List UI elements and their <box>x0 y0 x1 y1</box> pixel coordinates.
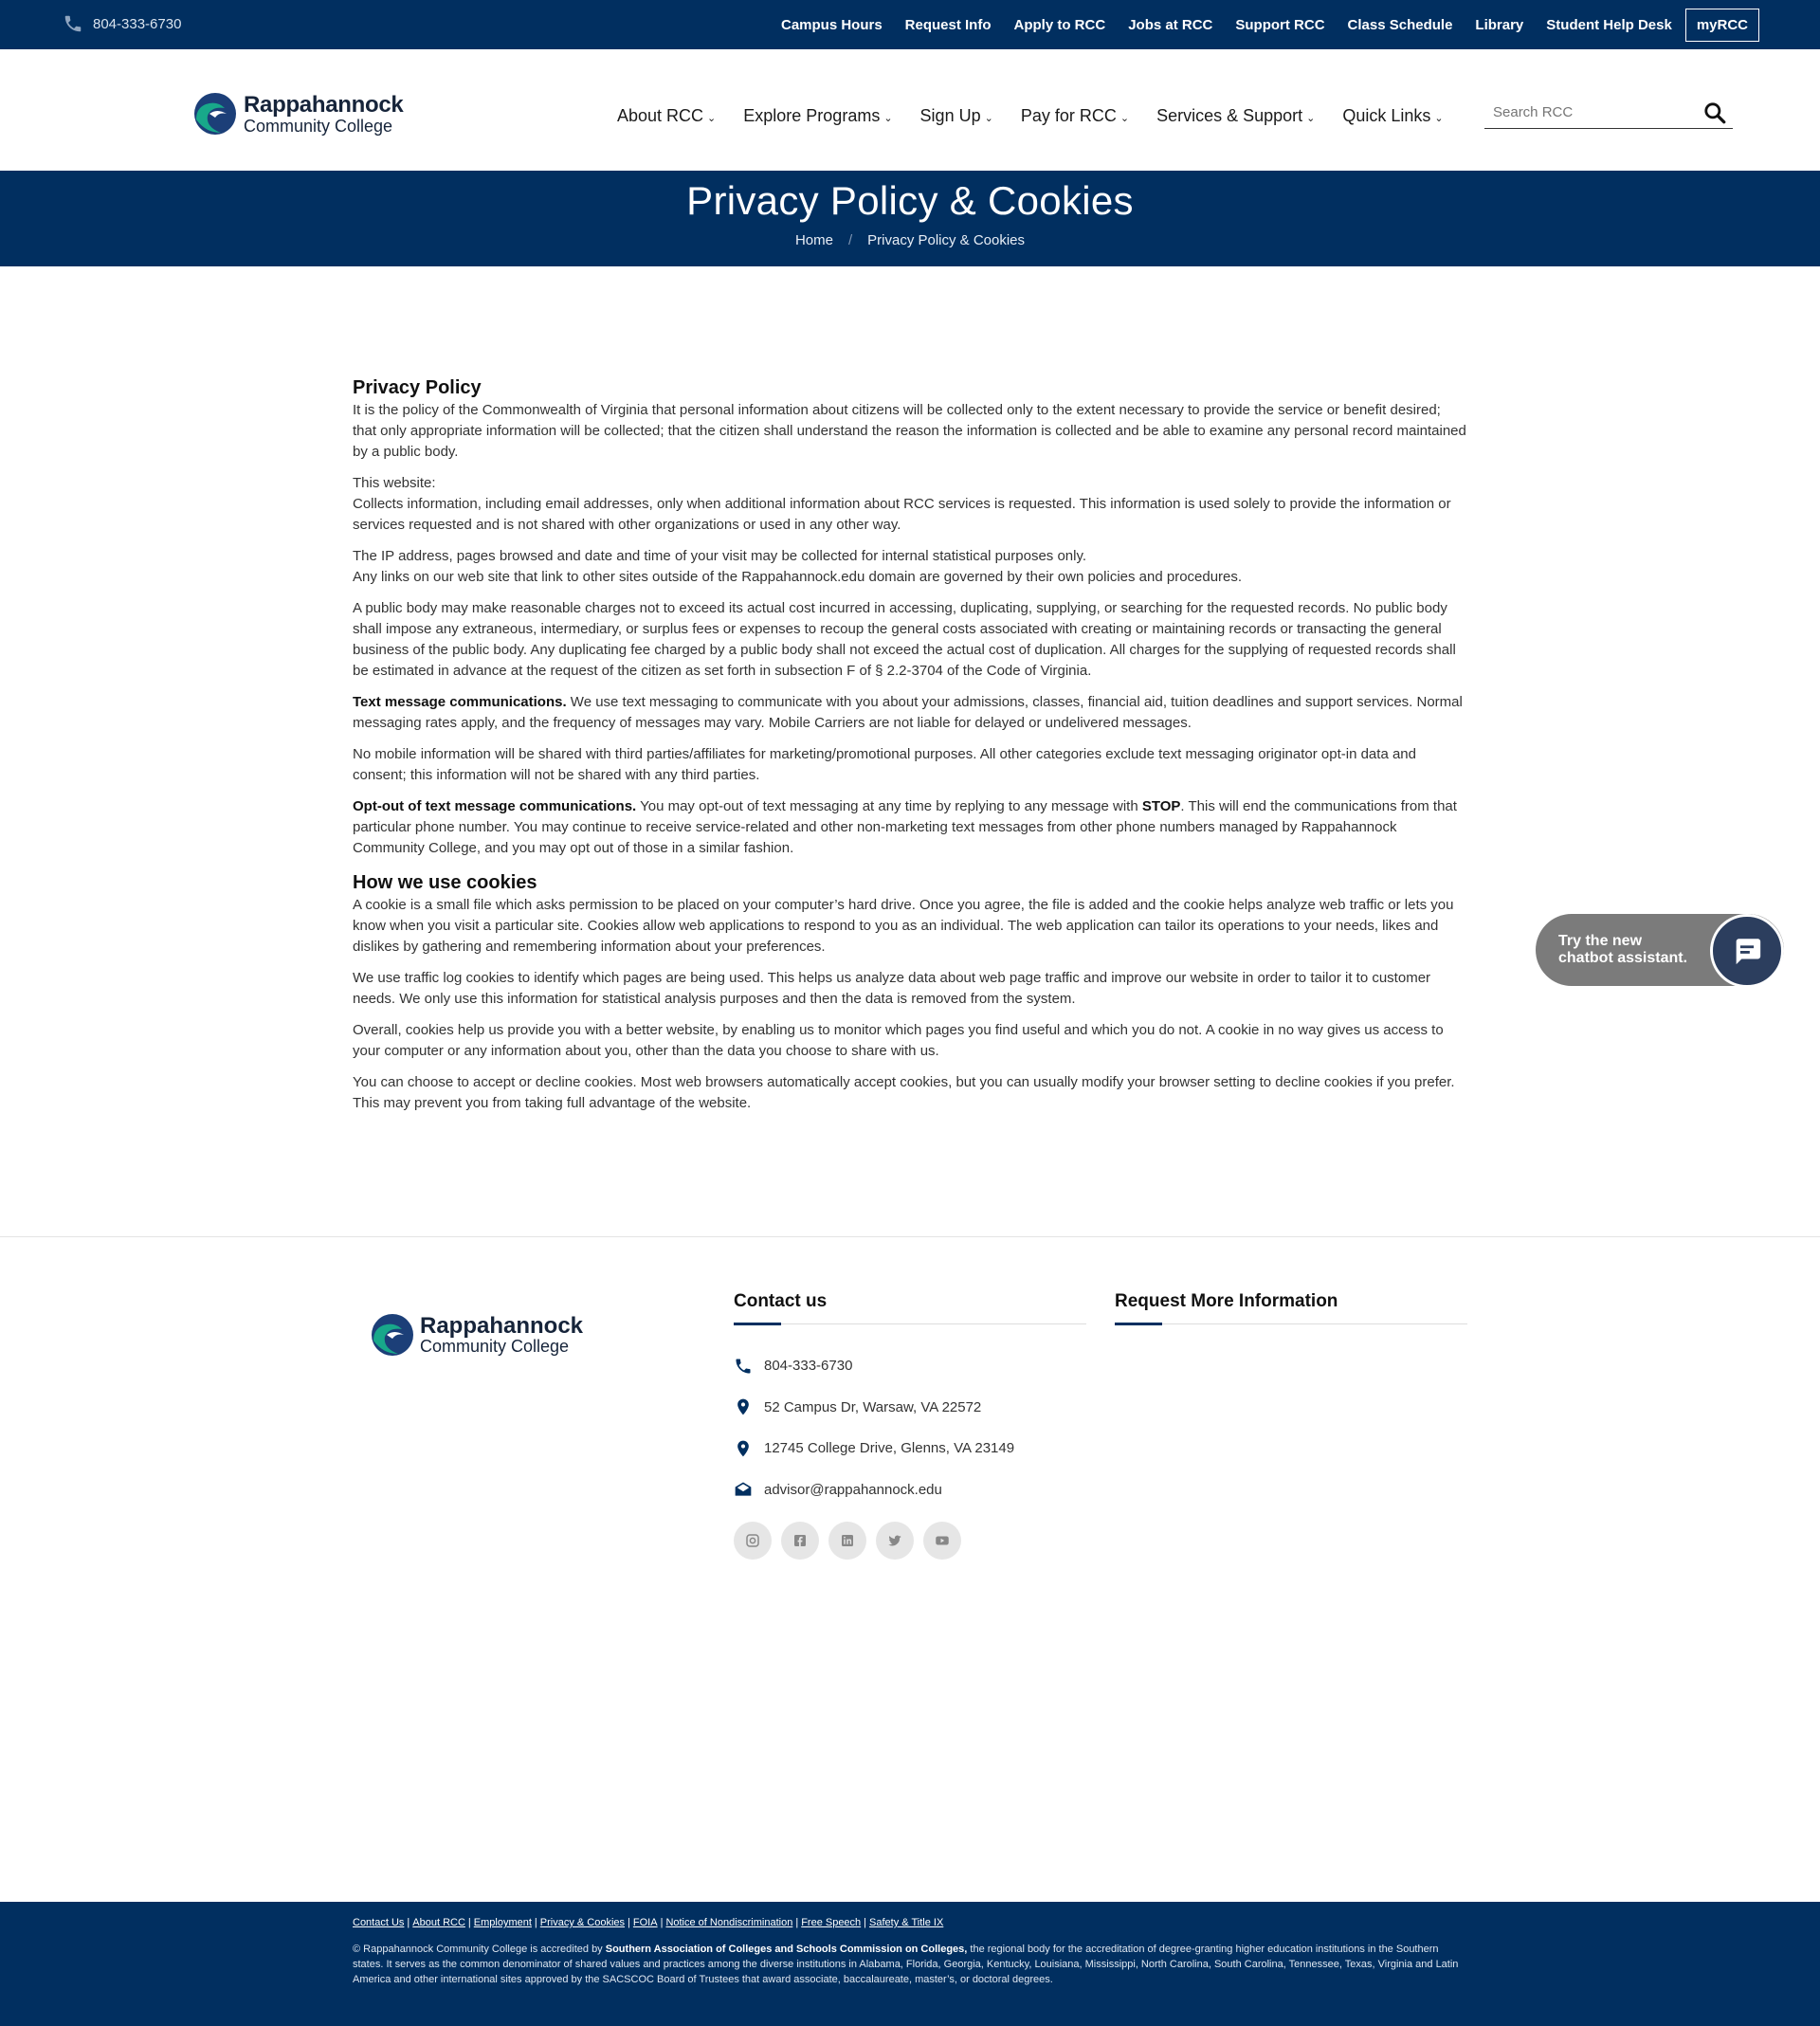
bottom-link-about[interactable]: About RCC <box>412 1917 465 1928</box>
link-jobs[interactable]: Jobs at RCC <box>1128 17 1213 33</box>
text: the regional body for the accreditation of degree-granting higher education institutions in the Southern states. It serves as the common denominator of shared values and practices among the diverse institutions in Alabama, Florida, Georgia, Kentucky, Louisiana, Mississippi, North Carolina, South Carolina, Tennessee, Texas, Virginia and Latin America and other international sites approved by the SACSCOC Board of Trustees that award associate, baccalaureate, master’s, or doctoral degrees. <box>353 1944 1459 1985</box>
text: We use text messaging to communicate with you about your admissions, classes, financial aid, tuition deadlines and support services. Normal messaging rates apply, and the frequency of messages may vary. Mobile Carriers are not liable for delayed or undelivered messages. <box>353 694 1463 731</box>
myrcc-button[interactable]: myRCC <box>1685 9 1759 42</box>
chevron-down-icon: ⌄ <box>1434 113 1444 124</box>
contact-email-text: advisor@rappahannock.edu <box>764 1481 942 1498</box>
page-title: Privacy Policy & Cookies <box>686 178 1134 223</box>
search-box <box>1484 97 1733 129</box>
contact-email[interactable] <box>734 1469 1086 1511</box>
bottom-link-foia[interactable]: FOIA <box>632 1917 658 1928</box>
linkedin-icon[interactable] <box>828 1522 866 1560</box>
text: © Rappahannock Community College is accredited by <box>353 1944 606 1955</box>
logo-line-2: Community College <box>244 116 393 136</box>
nav-label: Quick Links <box>1342 106 1431 125</box>
cookies-paragraph-3: Overall, cookies help us provide you with a better website, by enabling us to monitor which pages you find useful and which you do not. A cookie in no way gives us access to your computer or any information about you, other than the data you choose to share with us. <box>353 1022 1444 1059</box>
breadcrumb-home[interactable]: Home <box>794 232 833 248</box>
nav-services-support[interactable] <box>1156 106 1315 126</box>
top-links <box>781 9 1759 42</box>
nav-label: Pay for RCC <box>1020 106 1117 125</box>
privacy-paragraph-4: A public body may make reasonable charges not to exceed its actual cost incurred in accessing, duplicating, supplying, or searching for the requested records. No public body shall impose any extraneous, intermediary, or surplus fees or expenses to recoup the general costs associated with creating or maintaining records or transacting the general business of the public body. Any duplicating fee charged by a public body shall not exceed the actual cost of duplication. All charges for the supplying of requested records shall be estimated in advance at the request of the citizen as set forth in subsection F of § 2.2-3704 of the Code of Virginia. <box>353 600 1456 679</box>
contact-address-text: 12745 College Drive, Glenns, VA 23149 <box>764 1440 1015 1457</box>
nav-label: About RCC <box>617 106 704 125</box>
nav-sign-up[interactable] <box>920 106 993 126</box>
footer-logo[interactable] <box>370 1312 583 1358</box>
text: You may opt-out of text messaging at any time by replying to any message with <box>636 798 1142 814</box>
page-banner <box>0 171 1820 266</box>
chatbot-line-2: chatbot assistant. <box>1558 950 1688 966</box>
top-utility-bar <box>0 0 1820 49</box>
bottom-link-employment[interactable]: Employment <box>473 1917 532 1928</box>
link-library[interactable]: Library <box>1475 17 1524 33</box>
pipe-separator: | <box>628 1917 630 1928</box>
main-content <box>353 375 1467 1124</box>
privacy-paragraph-1: It is the policy of the Commonwealth of Virginia that personal information about citizens will be collected only to the extent necessary to provide the service or benefit desired; that only appropriate information will be collected; that the citizen shall understand the reason the information is collected and be able to examine any personal record maintained by a public body. <box>353 402 1466 460</box>
text: . This will end the communications from that particular phone number. You may continue to receive service-related and other non-marketing text messages from other phone numbers managed by Rappahannock Community College, and you may opt out of those in a similar fashion. <box>353 798 1457 856</box>
top-phone-number: 804-333-6730 <box>93 15 182 32</box>
nav-label: Explore Programs <box>743 106 881 125</box>
search-input[interactable] <box>1484 97 1693 127</box>
privacy-paragraph-2 <box>353 473 1467 536</box>
opt-out-label: Opt-out of text message communications. <box>353 798 637 814</box>
chevron-down-icon: ⌄ <box>883 113 893 124</box>
opt-out-paragraph <box>353 796 1467 859</box>
breadcrumb-separator: / <box>847 232 853 248</box>
top-phone[interactable] <box>63 13 181 34</box>
logo-line-1: Rappahannock <box>244 91 404 118</box>
request-info-column <box>1115 1291 1467 1324</box>
link-request-info[interactable]: Request Info <box>904 17 992 33</box>
nav-label: Sign Up <box>919 106 981 125</box>
instagram-icon[interactable] <box>734 1522 772 1560</box>
contact-column <box>734 1291 1086 1560</box>
pipe-separator: | <box>467 1917 471 1928</box>
bottom-links <box>353 1917 943 1928</box>
chevron-down-icon: ⌄ <box>1119 113 1130 124</box>
search-icon[interactable] <box>1702 100 1727 125</box>
site-logo[interactable] <box>192 91 403 137</box>
accreditor-name: Southern Association of Colleges and Schools Commission on Colleges, <box>605 1944 968 1955</box>
chevron-down-icon: ⌄ <box>1306 113 1316 124</box>
link-class-schedule[interactable]: Class Schedule <box>1347 17 1453 33</box>
footer-divider <box>0 1236 1820 1237</box>
chatbot-prompt <box>1558 933 1687 967</box>
request-info-heading: Request More Information <box>1115 1291 1467 1324</box>
breadcrumb <box>0 232 1820 248</box>
youtube-icon[interactable] <box>923 1522 961 1560</box>
facebook-icon[interactable] <box>781 1522 819 1560</box>
stop-keyword: STOP <box>1141 798 1181 814</box>
text: This website: <box>353 475 436 491</box>
contact-heading: Contact us <box>734 1291 1086 1324</box>
bottom-link-contact[interactable]: Contact Us <box>353 1917 405 1928</box>
privacy-paragraph-3 <box>353 546 1467 588</box>
text: Any links on our web site that link to other sites outside of the Rappahannock.edu domain are governed by their own policies and procedures. <box>353 569 1243 585</box>
footer-logo-line-2: Community College <box>420 1337 570 1356</box>
text: The IP address, pages browsed and date and time of your visit may be collected for internal statistical purposes only. <box>353 548 1087 564</box>
pipe-separator: | <box>407 1917 410 1928</box>
cookies-heading: How we use cookies <box>353 872 537 893</box>
mobile-info-paragraph: No mobile information will be shared with third parties/affiliates for marketing/promotional purposes. All other categories exclude text messaging originator opt-in data and consent; this information will not be shared with any third parties. <box>353 746 1416 783</box>
twitter-icon[interactable] <box>876 1522 914 1560</box>
text: Collects information, including email addresses, only when additional information about RCC services is requested. This information is used solely to provide the information or services requested and is not shared with other organizations or used in any other way. <box>353 496 1451 533</box>
cookies-paragraph-2: We use traffic log cookies to identify which pages are being used. This helps us analyze data about web page traffic and improve our website in order to tailor it to customer needs. We only use this information for statistical analysis purposes and then the data is removed from the system. <box>353 970 1431 1007</box>
cookies-paragraph-4: You can choose to accept or decline cookies. Most web browsers automatically accept cookies, but you can usually modify your browser setting to decline cookies if you prefer. This may prevent you from taking full advantage of the website. <box>353 1074 1455 1111</box>
link-campus-hours[interactable]: Campus Hours <box>780 17 883 33</box>
rcc-logo-mark-icon <box>192 91 238 137</box>
bottom-link-nondiscrimination[interactable]: Notice of Nondiscrimination <box>665 1917 793 1928</box>
nav-quick-links[interactable] <box>1342 106 1443 126</box>
map-pin-icon <box>734 1397 753 1416</box>
link-support[interactable]: Support RCC <box>1235 17 1325 33</box>
chatbot-button[interactable] <box>1710 914 1784 988</box>
accreditation-statement <box>353 1942 1467 1987</box>
contact-list <box>734 1345 1086 1510</box>
nav-label: Services & Support <box>1156 106 1303 125</box>
contact-address-warsaw[interactable] <box>734 1387 1086 1429</box>
chatbot-launcher[interactable] <box>1536 914 1784 986</box>
envelope-icon <box>734 1480 753 1499</box>
contact-phone-text: 804-333-6730 <box>764 1358 853 1375</box>
link-student-help-desk[interactable]: Student Help Desk <box>1546 17 1672 33</box>
pipe-separator: | <box>864 1917 867 1928</box>
map-pin-icon <box>734 1439 753 1458</box>
link-apply[interactable]: Apply to RCC <box>1013 17 1106 33</box>
nav-explore-programs[interactable] <box>743 106 892 126</box>
footer-logo-line-1: Rappahannock <box>420 1313 584 1339</box>
rcc-logo-mark-icon <box>370 1312 415 1358</box>
chevron-down-icon: ⌄ <box>984 113 993 124</box>
chatbot-line-1: Try the new <box>1558 933 1643 949</box>
pipe-separator: | <box>660 1917 664 1928</box>
bottom-link-privacy[interactable]: Privacy & Cookies <box>539 1917 626 1928</box>
contact-phone[interactable] <box>734 1345 1086 1387</box>
main-nav <box>617 106 1444 126</box>
social-links <box>734 1522 1086 1560</box>
chevron-down-icon: ⌄ <box>707 113 717 124</box>
contact-address-text: 52 Campus Dr, Warsaw, VA 22572 <box>764 1398 982 1415</box>
chat-bubble-icon <box>1731 935 1763 967</box>
contact-address-glenns[interactable] <box>734 1428 1086 1469</box>
pipe-separator: | <box>534 1917 537 1928</box>
breadcrumb-current: Privacy Policy & Cookies <box>867 232 1026 248</box>
bottom-link-safety[interactable]: Safety & Title IX <box>869 1917 944 1928</box>
nav-pay-for-rcc[interactable] <box>1021 106 1129 126</box>
nav-about-rcc[interactable] <box>617 106 716 126</box>
bottom-bar <box>0 1902 1820 2026</box>
site-header <box>0 49 1820 171</box>
cookies-paragraph-1: A cookie is a small file which asks permission to be placed on your computer’s hard drive. Once you agree, the file is added and the cookie helps analyze web traffic or lets you know when you visit a particular site. Cookies allow web applications to respond to you as an individual. The web application can tailor its operations to your needs, likes and dislikes by gathering and remembering information about your preferences. <box>353 897 1454 955</box>
phone-icon <box>63 13 83 34</box>
phone-icon <box>734 1357 753 1376</box>
bottom-link-free-speech[interactable]: Free Speech <box>801 1917 862 1928</box>
pipe-separator: | <box>795 1917 799 1928</box>
privacy-heading: Privacy Policy <box>353 377 482 398</box>
text-message-label: Text message communications. <box>353 694 567 710</box>
text-message-paragraph <box>353 692 1467 734</box>
